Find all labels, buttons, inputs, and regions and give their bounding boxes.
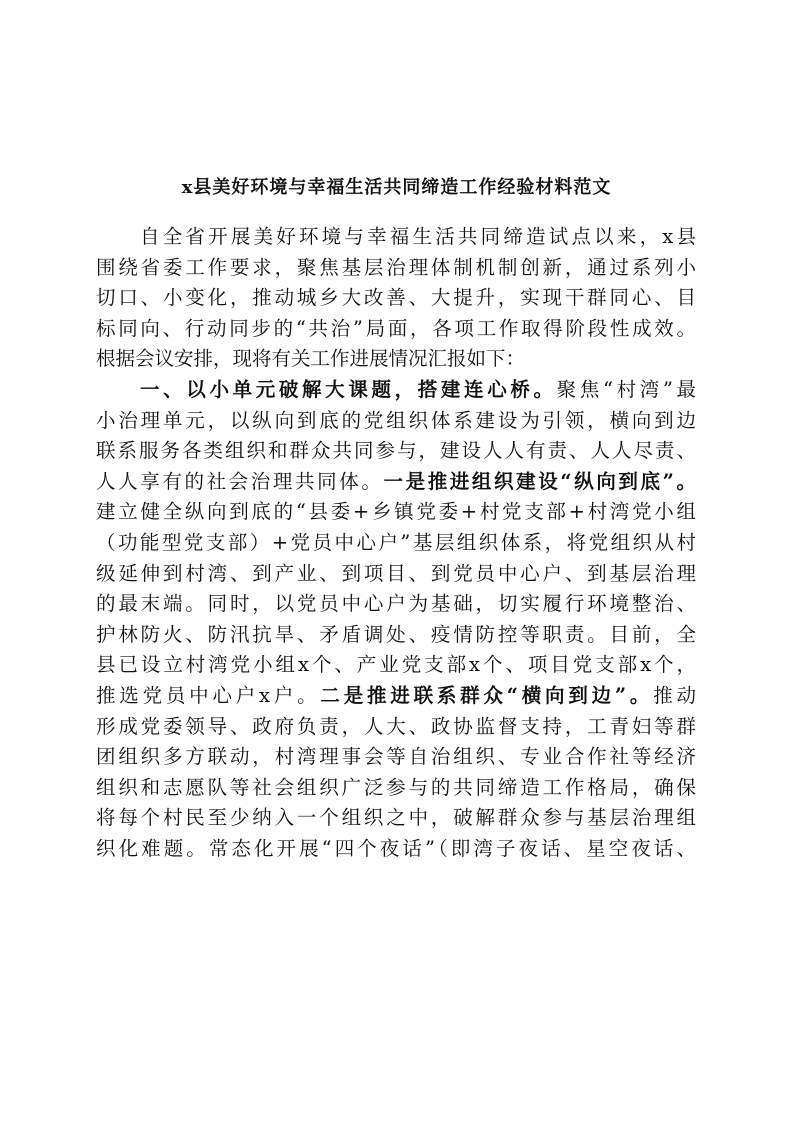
subheading-run: 二是推进联系群众“横向到边”。	[320, 683, 654, 707]
paragraph-line	[96, 681, 696, 712]
text-run: 护林防火、防汛抗旱、矛盾调处、疫情防控等职责。目前，全	[96, 622, 696, 646]
paragraph-line	[96, 497, 696, 528]
paragraph-line	[96, 283, 696, 314]
text-run: 的最末端。同时，以党员中心户为基础，切实履行环境整治、	[96, 592, 696, 616]
text-run: 推选党员中心户x户。	[96, 683, 321, 707]
paragraph-line	[96, 742, 696, 773]
text-run: 自全省开展美好环境与幸福生活共同缔造试点以来，x县	[140, 225, 696, 248]
paragraph-line	[96, 620, 696, 651]
text-run: 形成党委领导、政府负责，人大、政协监督支持，工青妇等群	[96, 714, 696, 738]
paragraph-line	[96, 314, 696, 345]
paragraph-line	[96, 436, 696, 467]
text-run: 织化难题。常态化开展“四个夜话”（即湾子夜话、星空夜话、	[96, 836, 696, 860]
text-run: 团组织多方联动，村湾理事会等自治组织、专业合作社等经济	[96, 745, 696, 769]
text-run: 组织和志愿队等社会组织广泛参与的共同缔造工作格局，确保	[96, 775, 696, 799]
text-run: 推动	[653, 683, 696, 707]
text-run: 县已设立村湾党小组x个、产业党支部x个、项目党支部x个，	[96, 653, 696, 677]
text-run: （功能型党支部）+党员中心户”基层组织体系，将党组织从村	[96, 530, 696, 554]
text-run: 将每个村民至少纳入一个组织之中，破解群众参与基层治理组	[96, 806, 696, 830]
section-heading: 一、以小单元破解大课题，搭建连心桥。	[140, 377, 557, 401]
paragraph-line	[96, 803, 696, 834]
paragraph-line	[96, 253, 696, 284]
paragraph-line	[96, 834, 696, 865]
paragraph-line	[96, 559, 696, 590]
paragraph-line	[96, 406, 696, 437]
paragraph-line	[96, 589, 696, 620]
text-run: 标同向、行动同步的“共治”局面，各项工作取得阶段性成效。	[96, 316, 696, 340]
text-run: 围绕省委工作要求，聚焦基层治理体制机制创新，通过系列小	[96, 255, 696, 279]
subheading-run: 一是推进组织建设“纵向到底”。	[383, 469, 696, 493]
text-run: 联系服务各类组织和群众共同参与，建设人人有责、人人尽责、	[96, 439, 696, 463]
paragraph-line	[96, 773, 696, 804]
paragraph-line	[96, 528, 696, 559]
document-title: x县美好环境与幸福生活共同缔造工作经验材料范文	[181, 177, 612, 198]
paragraph-line	[96, 467, 696, 498]
text-run: 人人享有的社会治理共同体。	[96, 469, 384, 493]
paragraph-line	[96, 222, 696, 253]
text-run: 级延伸到村湾、到产业、到项目、到党员中心户、到基层治理	[96, 561, 696, 585]
text-run: 建立健全纵向到底的“县委+乡镇党委+村党支部+村湾党小组	[96, 500, 696, 524]
text-run: 切口、小变化，推动城乡大改善、大提升，实现干群同心、目	[96, 286, 696, 310]
text-run: 小治理单元，以纵向到底的党组织体系建设为引领，横向到边	[96, 408, 696, 432]
text-run: 聚焦“村湾”最	[556, 377, 696, 401]
text-run: 根据会议安排，现将有关工作进展情况汇报如下：	[96, 347, 526, 371]
paragraph-line	[96, 712, 696, 743]
paragraph-line	[96, 344, 696, 375]
paragraph-line	[96, 650, 696, 681]
document-body	[96, 222, 696, 864]
paragraph-line	[96, 375, 696, 406]
